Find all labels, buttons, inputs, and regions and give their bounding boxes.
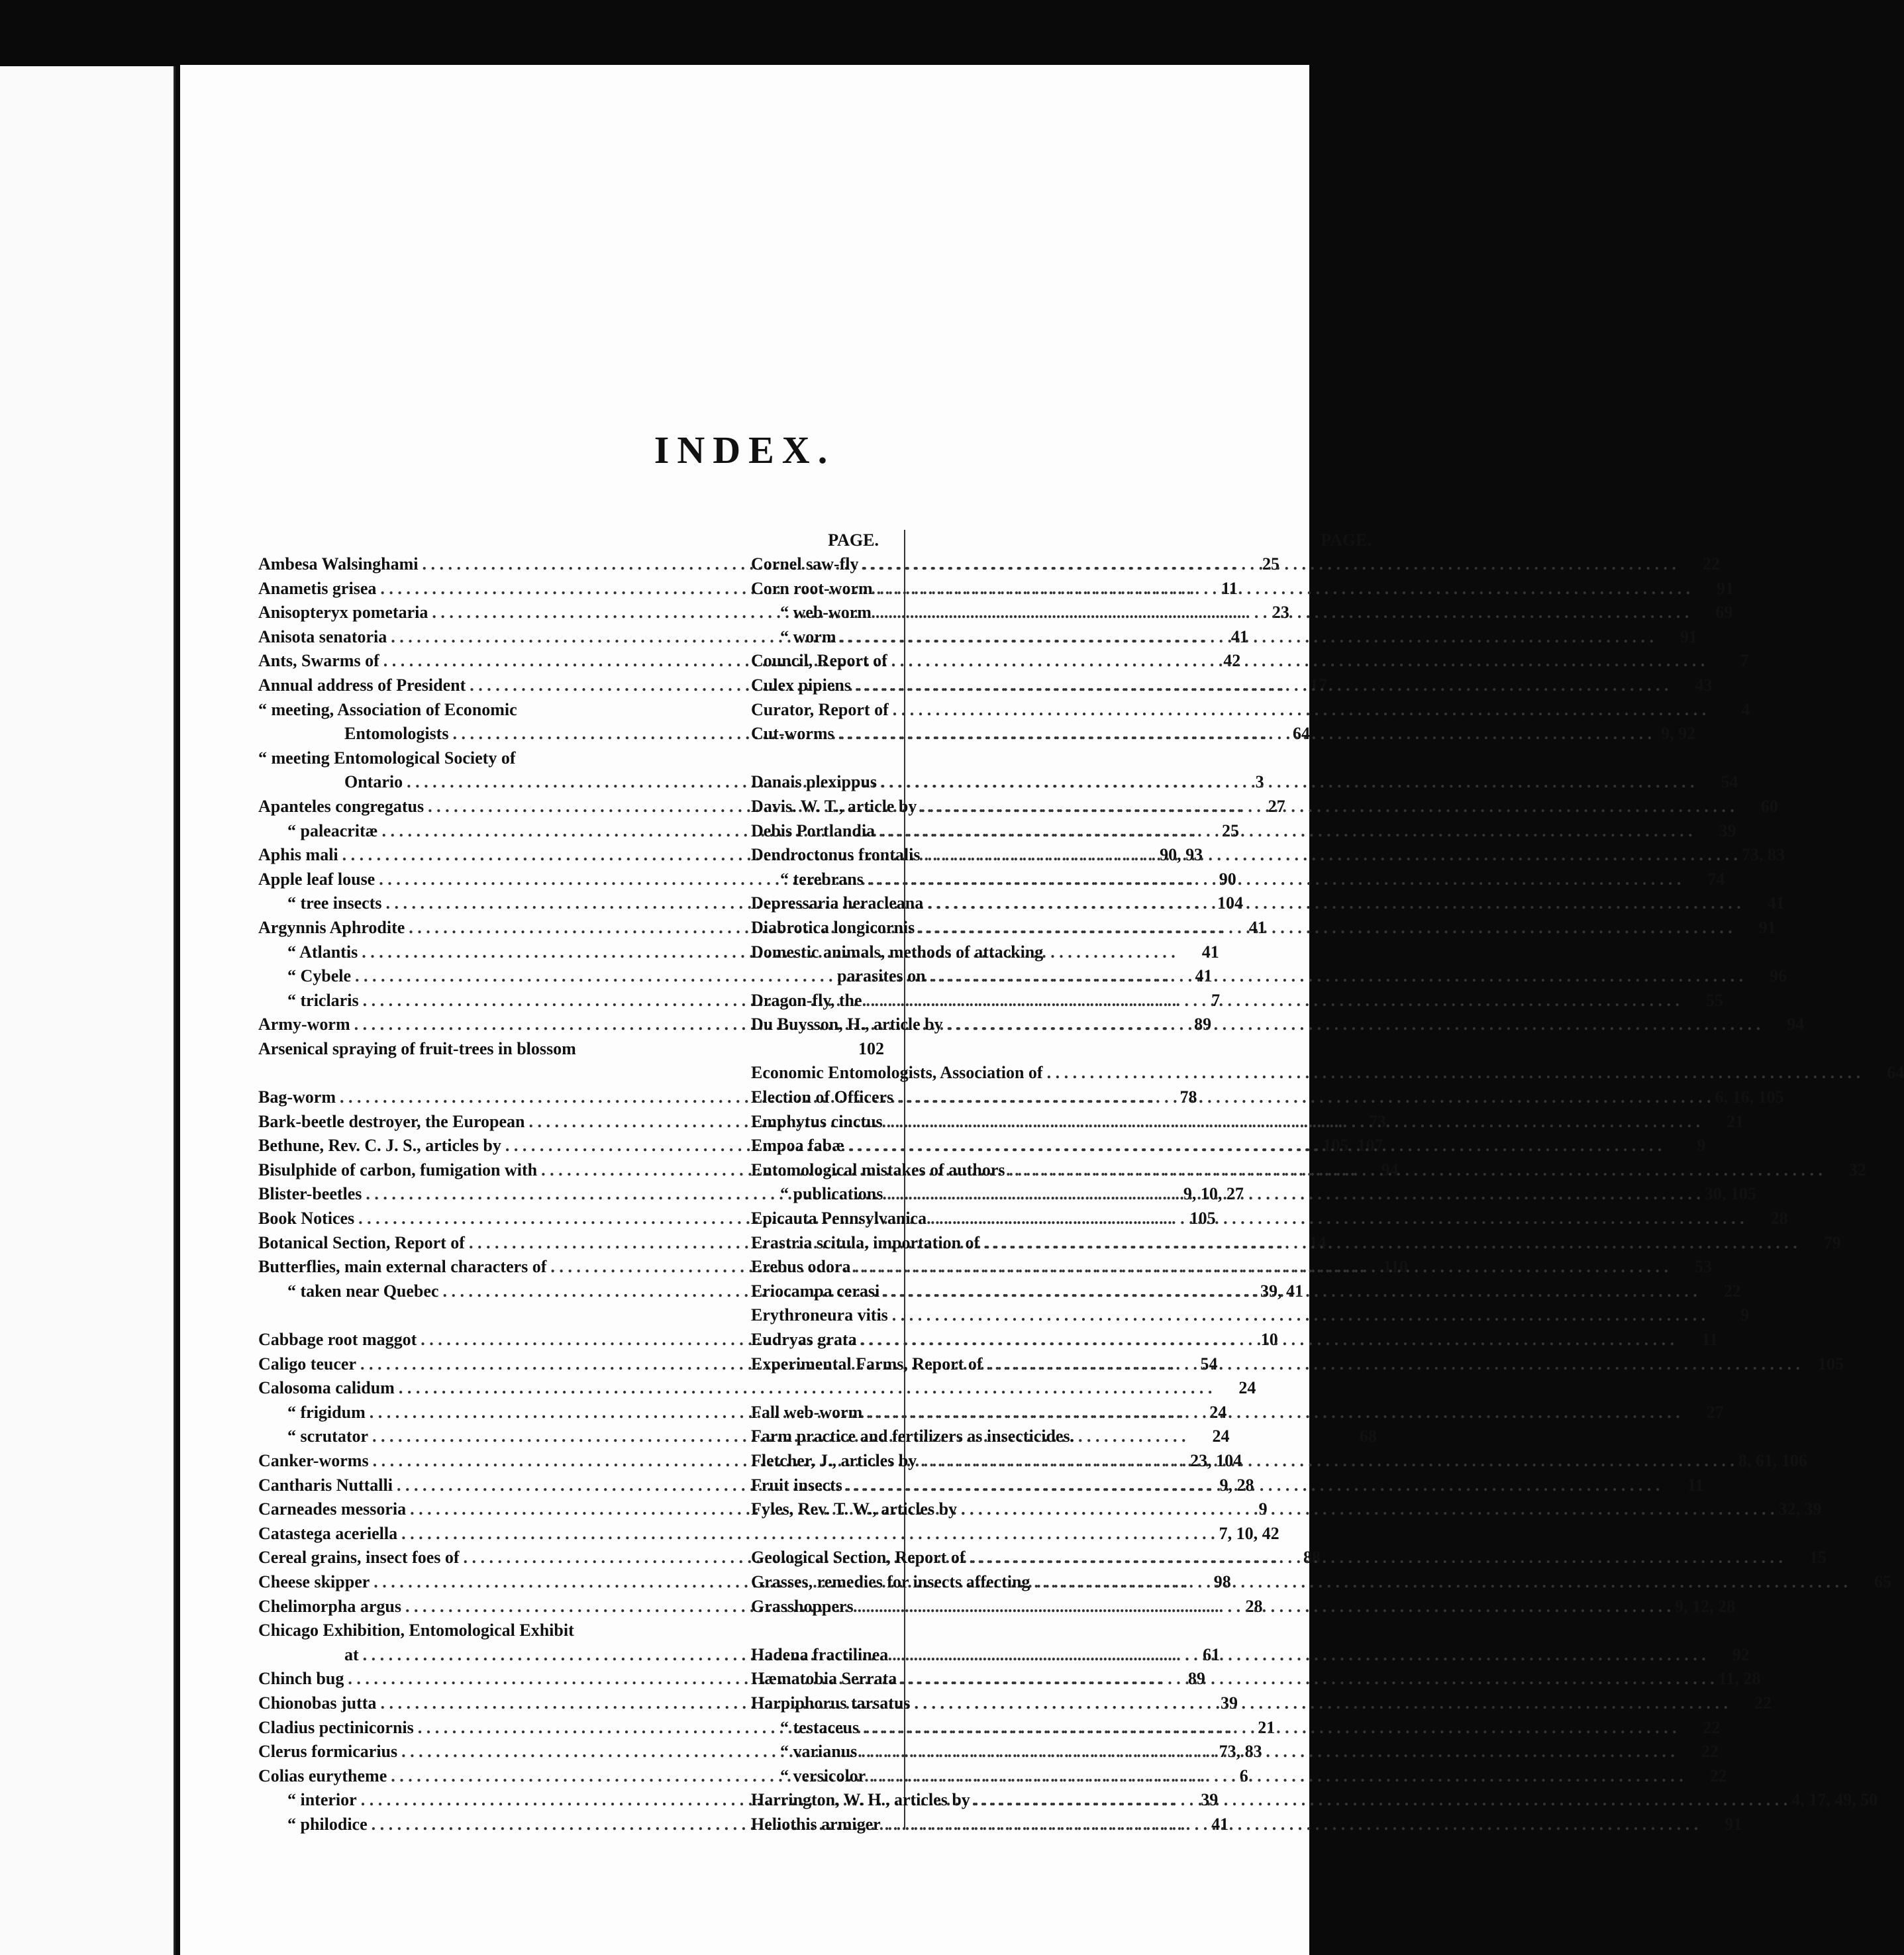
entry-term: Grasshoppers xyxy=(751,1596,854,1616)
leader-dots xyxy=(876,601,1689,625)
entry-term: Army-worm xyxy=(258,1015,350,1034)
entry-term: Hadena fractilinea xyxy=(751,1644,889,1664)
section-gap xyxy=(751,1619,1377,1643)
entry-pages: 14 xyxy=(1309,1232,1327,1252)
entry-pages: 7 xyxy=(1740,651,1749,671)
entry-pages: 22 xyxy=(1702,554,1720,574)
entry-term: Harrington, W. H., articles by xyxy=(751,1790,970,1810)
entry-term: “ terebrans xyxy=(780,869,864,889)
leader-dots xyxy=(892,1303,1706,1328)
entry-term: “ publications xyxy=(780,1184,883,1204)
entry-term: Canker-worms xyxy=(258,1450,369,1470)
entry-term: Cladius pectinicornis xyxy=(258,1717,414,1737)
entry-term: Carneades messoria xyxy=(258,1499,407,1519)
entry-pages: 41 xyxy=(1201,942,1219,962)
entry-pages: 94 xyxy=(1787,1015,1805,1034)
entry-term: Depressaria heracleana xyxy=(751,893,924,913)
entry-pages: 23 xyxy=(1272,603,1289,623)
entry-pages: 11, 28 xyxy=(1718,1669,1761,1689)
entry-term: Geological Section, Report of xyxy=(751,1548,966,1568)
leader-dots xyxy=(870,1764,1683,1789)
entry-pages: 79 xyxy=(1823,1232,1841,1252)
section-gap xyxy=(751,1037,1377,1062)
entry-term: Cornel saw-fly xyxy=(751,554,859,574)
entry-pages: 8, 61, 106 xyxy=(1738,1450,1807,1470)
entry-term: “ web-worm xyxy=(780,603,872,623)
entry-term: “ Cybele xyxy=(287,966,352,986)
entry-term: Colias eurytheme xyxy=(258,1766,387,1785)
entry-pages: 94 xyxy=(1381,1160,1399,1179)
entry-term: Chicago Exhibition, Entomological Exhibit xyxy=(258,1621,574,1640)
entry-pages: 24 xyxy=(1209,1402,1227,1422)
entry-term: Eudryas grata xyxy=(751,1330,857,1349)
entry-term: Diabrotica longicornis xyxy=(751,917,915,937)
entry-pages: 61 xyxy=(1203,1644,1221,1664)
entry-pages: 88 xyxy=(1303,1548,1321,1568)
entry-pages: 7, 10, 42 xyxy=(1219,1523,1279,1543)
entry-pages: 4, 17, 49, 50 xyxy=(1791,1790,1878,1810)
entry-term: Empoa fabæ xyxy=(751,1136,844,1156)
leader-dots xyxy=(855,674,1669,698)
index-entry xyxy=(751,1207,1788,1231)
index-entry xyxy=(751,698,1750,723)
entry-pages: 42 xyxy=(1223,651,1241,671)
entry-pages: 64 xyxy=(1887,1063,1904,1083)
entry-term: Butterflies, main external characters of xyxy=(258,1257,547,1277)
entry-pages: 9 xyxy=(1697,1136,1706,1156)
entry-pages: 28 xyxy=(1770,1209,1788,1228)
entry-term: Erythroneura vitis xyxy=(751,1305,888,1325)
entry-pages: 102 xyxy=(858,1038,884,1058)
index-entry xyxy=(751,1013,1805,1037)
entry-term: Bisulphide of carbon, fumigation with xyxy=(258,1160,538,1179)
entry-pages: 78 xyxy=(1179,1087,1197,1107)
entry-pages: 6 xyxy=(1239,1766,1248,1785)
index-entry xyxy=(751,1328,1719,1352)
leader-dots xyxy=(1034,1570,1848,1595)
index-entry xyxy=(751,1788,1878,1813)
entry-term: “ worm xyxy=(780,627,836,646)
leader-dots xyxy=(961,1497,1775,1522)
entry-pages: 98 xyxy=(1213,1572,1231,1591)
leader-dots xyxy=(883,1279,1697,1304)
entry-term: Bag-worm xyxy=(258,1087,336,1107)
entry-pages: 73, 83 xyxy=(1741,845,1785,865)
entry-pages: 7 xyxy=(1211,990,1221,1010)
leader-dots xyxy=(881,770,1695,795)
entry-pages: 91 xyxy=(1758,917,1776,937)
index-entry xyxy=(751,1279,1741,1304)
entry-term: Clerus formicarius xyxy=(258,1742,398,1762)
entry-term: “ scrutator xyxy=(287,1427,369,1446)
entry-term: “ varianus xyxy=(780,1742,858,1762)
entry-term: Catastega aceriella xyxy=(258,1523,398,1543)
index-entry xyxy=(751,1401,1724,1425)
entry-term: Hæmatobia Serrata xyxy=(751,1669,897,1689)
entry-pages: 6, 16, 105 xyxy=(1715,1087,1784,1107)
index-entry xyxy=(751,770,1738,795)
entry-term: Fall web-worm xyxy=(751,1402,863,1422)
leader-dots xyxy=(919,916,1732,940)
entry-term: Danais plexippus xyxy=(751,772,877,792)
entry-term: Anisopteryx pometaria xyxy=(258,603,428,623)
index-entry xyxy=(751,1691,1772,1716)
entry-term: Farm practice and fertilizers as insecticides. xyxy=(751,1427,1075,1446)
entry-term: Harpiphorus tarsatus xyxy=(751,1693,911,1713)
entry-pages: 39 xyxy=(1220,1693,1238,1713)
entry-term: Economic Entomologists, Association of xyxy=(751,1063,1043,1083)
entry-pages: 3 xyxy=(1255,772,1264,792)
entry-pages: 15 xyxy=(1809,1548,1827,1568)
entry-pages: 110 xyxy=(1383,1257,1408,1277)
index-entry xyxy=(751,1474,1704,1498)
leader-dots xyxy=(846,1474,1660,1498)
entry-pages: 32, 39 xyxy=(1778,1499,1822,1519)
entry-term: “ meeting, Association of Economic xyxy=(258,699,517,719)
entry-pages: 68 xyxy=(1360,1427,1377,1446)
leader-dots xyxy=(970,1546,1783,1570)
entry-pages: 39 xyxy=(1201,1790,1219,1810)
entry-pages: 9 xyxy=(1740,1305,1750,1325)
entry-pages: 55 xyxy=(1706,990,1724,1010)
entry-pages: 104 xyxy=(1217,893,1243,913)
leader-dots xyxy=(861,1328,1675,1352)
index-entry xyxy=(751,1134,1706,1158)
index-entry xyxy=(751,989,1724,1013)
leader-dots xyxy=(924,843,1738,868)
entry-pages: 53 xyxy=(1695,1257,1712,1277)
entry-term: Cabbage root maggot xyxy=(258,1330,417,1349)
leader-dots xyxy=(848,1134,1662,1158)
entry-pages: 41 xyxy=(1195,966,1213,986)
facing-page-edge xyxy=(0,66,175,1955)
entry-term: Anametis grisea xyxy=(258,578,377,598)
entry-term: at xyxy=(344,1644,359,1664)
entry-term: “ philodice xyxy=(287,1814,368,1834)
leader-dots xyxy=(930,964,1744,989)
entry-pages: 43 xyxy=(1695,675,1713,695)
entry-pages: 69 xyxy=(1715,603,1733,623)
entry-term: “ frigidum xyxy=(287,1402,366,1422)
entry-term: Bark-beetle destroyer, the European xyxy=(258,1111,525,1131)
entry-pages: 41 xyxy=(1211,1814,1229,1834)
leader-dots xyxy=(1047,1061,1861,1085)
leader-dots xyxy=(840,625,1654,650)
entry-pages: 27 xyxy=(1268,796,1285,816)
entry-pages: 22 xyxy=(1703,1717,1721,1737)
entry-pages: 39 xyxy=(1719,821,1736,840)
leader-dots xyxy=(855,1255,1669,1279)
index-entry xyxy=(751,1813,1742,1837)
leader-dots xyxy=(887,1110,1701,1134)
entry-pages: 24 xyxy=(1238,1378,1256,1398)
entry-term: Curator, Report of xyxy=(751,699,889,719)
leader-dots xyxy=(866,989,1680,1013)
entry-pages: 41 xyxy=(1248,917,1266,937)
entry-term: “ tree insects xyxy=(287,893,382,913)
entry-pages: 21 xyxy=(1727,1111,1744,1131)
leader-dots xyxy=(838,722,1652,746)
entry-term: Chinch bug xyxy=(258,1669,344,1689)
leader-dots xyxy=(885,1813,1699,1837)
leader-dots xyxy=(879,819,1693,844)
entry-term: Culex pipiens xyxy=(751,675,851,695)
entry-pages: 9, 12, 28 xyxy=(1675,1596,1736,1616)
entry-term: Arsenical spraying of fruit-trees in blossom xyxy=(258,1038,576,1058)
entry-term: Aphis mali xyxy=(258,845,338,865)
index-entry xyxy=(751,1667,1761,1691)
index-entry xyxy=(751,1352,1844,1377)
entry-pages: 17 xyxy=(1309,675,1327,695)
entry-pages: 105, 107 xyxy=(1323,1136,1383,1156)
entry-pages: 91 xyxy=(1679,627,1697,646)
entry-term: Cut-worms xyxy=(751,724,834,744)
leader-dots xyxy=(897,1085,1711,1110)
entry-pages: 11 xyxy=(1687,1475,1704,1495)
entry-pages: 24 xyxy=(1212,1427,1230,1446)
leader-dots xyxy=(915,1691,1729,1716)
index-entry xyxy=(751,1546,1827,1570)
entry-pages: 9, 28 xyxy=(1219,1475,1254,1495)
page-column-heading: PAGE. xyxy=(828,530,879,550)
entry-term: Erebus odora xyxy=(751,1257,851,1277)
entry-pages: 41 xyxy=(1230,627,1248,646)
entry-term: Grasses, remedies for insects affecting xyxy=(751,1572,1030,1591)
index-entry xyxy=(751,1449,1807,1474)
page-title: INDEX. xyxy=(654,428,836,472)
entry-pages: 64 xyxy=(1292,724,1310,744)
index-entry xyxy=(751,795,1778,819)
entry-term: Entomologists xyxy=(344,724,449,744)
entry-pages: 9, 92 xyxy=(1661,724,1696,744)
entry-pages: 22 xyxy=(1754,1693,1772,1713)
entry-term: Eriocampa cerasi xyxy=(751,1281,880,1301)
entry-term: Annual address of President xyxy=(258,675,466,695)
entry-term: Fletcher, J., articles by xyxy=(751,1450,917,1470)
entry-pages: 91 xyxy=(1717,578,1734,598)
entry-term: Fruit insects xyxy=(751,1475,842,1495)
leader-dots xyxy=(866,1401,1680,1425)
leader-dots xyxy=(862,552,1676,577)
index-entry xyxy=(751,649,1749,674)
index-entry xyxy=(751,1570,1891,1595)
leader-dots xyxy=(887,1182,1701,1207)
entry-term: Experimental Farms, Report of xyxy=(751,1354,983,1374)
leader-dots xyxy=(891,649,1705,674)
entry-term: Du Buysson, H., article by xyxy=(751,1015,943,1034)
leader-dots xyxy=(927,891,1741,916)
entry-term: Ambesa Walsinghami xyxy=(258,554,419,574)
entry-term: Blister-beetles xyxy=(258,1184,362,1204)
index-entry xyxy=(751,552,1720,577)
index-entry xyxy=(751,1643,1750,1668)
entry-pages: 30, 105 xyxy=(1704,1184,1756,1204)
entry-term: Election of Officers xyxy=(751,1087,894,1107)
leader-dots xyxy=(974,1788,1788,1813)
index-entry xyxy=(751,1764,1727,1789)
page-column-heading: PAGE. xyxy=(1321,530,1372,550)
index-column-right xyxy=(751,528,1904,1836)
entry-term: Entomological mistakes of authors xyxy=(751,1160,1005,1179)
entry-term: “ triclaris xyxy=(287,990,359,1010)
entry-pages: 11 xyxy=(1221,578,1238,598)
index-entry xyxy=(751,964,1787,989)
entry-term: Debis Portlandia xyxy=(751,821,876,840)
entry-term: Ontario xyxy=(344,772,403,792)
entry-term: Apanteles congregatus xyxy=(258,796,425,816)
index-entry xyxy=(751,819,1736,844)
entry-pages: 4 xyxy=(1741,699,1750,719)
entry-term: Heliothis armiger xyxy=(751,1814,881,1834)
entry-pages: 74 xyxy=(1707,869,1725,889)
index-entry xyxy=(751,1231,1841,1256)
entry-term: Chelimorpha argus xyxy=(258,1596,401,1616)
index-entry xyxy=(751,1085,1784,1110)
index-entry xyxy=(751,1061,1904,1085)
entry-pages: 60 xyxy=(1760,796,1778,816)
entry-term: “ paleacritæ xyxy=(287,821,378,840)
index-entry xyxy=(751,577,1734,601)
entry-term: Chionobas jutta xyxy=(258,1693,377,1713)
entry-pages: 9, 10, 27 xyxy=(1183,1184,1244,1204)
leader-dots xyxy=(947,1013,1761,1037)
index-entry xyxy=(751,1716,1721,1740)
index-entry xyxy=(751,891,1785,916)
entry-term: “ taken near Quebec xyxy=(287,1281,439,1301)
entry-term: “ versicolor xyxy=(780,1766,866,1785)
entry-pages: 22 xyxy=(1701,1742,1719,1762)
entry-term: “ Atlantis xyxy=(287,942,358,962)
leader-dots xyxy=(868,868,1681,892)
entry-pages: 21 xyxy=(1258,1717,1276,1737)
leader-dots xyxy=(986,1352,1800,1377)
entry-term: Council, Report of xyxy=(751,651,887,671)
index-entry xyxy=(751,1595,1736,1619)
entry-term: Bethune, Rev. C. J. S., articles by xyxy=(258,1136,501,1156)
entry-pages: 39, 41 xyxy=(1260,1281,1303,1301)
leader-dots xyxy=(921,1449,1734,1474)
entry-term: Epicauta Pennsylvanica xyxy=(751,1209,927,1228)
entries-right xyxy=(751,552,1904,1836)
entry-term: “ meeting Entomological Society of xyxy=(258,748,516,768)
index-entry xyxy=(751,625,1697,650)
entry-pages: 92 xyxy=(1732,1644,1750,1664)
entry-pages: 65 xyxy=(1874,1572,1891,1591)
entry-term: Davis. W. T., article by xyxy=(751,796,917,816)
entry-pages: 105 xyxy=(1817,1354,1844,1374)
entry-term: Cantharis Nuttalli xyxy=(258,1475,393,1495)
entry-pages: 105 xyxy=(1189,1209,1216,1228)
index-entry xyxy=(751,843,1785,868)
entry-term: Book Notices xyxy=(258,1209,355,1228)
section-gap xyxy=(751,1376,1377,1401)
entry-term: “ interior xyxy=(287,1790,357,1810)
entry-pages: 54 xyxy=(1200,1354,1218,1374)
entry-pages: 10 xyxy=(1260,1330,1278,1349)
entry-term: Cereal grains, insect foes of xyxy=(258,1548,460,1568)
leader-dots xyxy=(858,1595,1672,1619)
entry-pages: 27 xyxy=(1706,1402,1724,1422)
index-page xyxy=(180,65,1904,1955)
entry-pages: 90 xyxy=(1219,869,1236,889)
entry-pages: 22 xyxy=(1723,1281,1741,1301)
entry-pages: 73 xyxy=(1369,1111,1386,1131)
entry-pages: 91 xyxy=(1725,1814,1742,1834)
leader-dots xyxy=(1009,1158,1823,1183)
index-entry xyxy=(751,1497,1822,1522)
index-entry xyxy=(751,1425,1377,1449)
leader-dots xyxy=(921,795,1734,819)
section-gap xyxy=(751,1522,1377,1546)
leader-dots xyxy=(893,698,1707,723)
index-entry xyxy=(751,868,1725,892)
entry-term: Dendroctonus frontalis xyxy=(751,845,921,865)
index-entry xyxy=(751,722,1696,746)
leader-dots xyxy=(983,1231,1797,1256)
entry-pages: 96 xyxy=(1770,966,1787,986)
entry-term: Calosoma calidum xyxy=(258,1378,395,1398)
entry-pages: 54 xyxy=(1721,772,1738,792)
entry-pages: 22 xyxy=(1709,1766,1727,1785)
entry-term: Erastria scitula, importation of xyxy=(751,1232,980,1252)
entry-term: Dragon-fly, the xyxy=(751,990,862,1010)
index-entry xyxy=(751,1182,1756,1207)
entry-pages: 9 xyxy=(1258,1499,1268,1519)
entry-pages: 73, 83 xyxy=(1219,1742,1262,1762)
leader-dots xyxy=(901,1667,1715,1691)
entry-term: parasites on xyxy=(837,966,926,986)
leader-dots xyxy=(892,1643,1706,1668)
entry-term: Cheese skipper xyxy=(258,1572,370,1591)
entry-term: Fyles, Rev. T. W., articles by xyxy=(751,1499,958,1519)
entry-pages: 89 xyxy=(1194,1015,1212,1034)
entry-pages: 41 xyxy=(1767,893,1785,913)
entry-term: Caligo teucer xyxy=(258,1354,357,1374)
entry-term: Argynnis Aphrodite xyxy=(258,917,405,937)
entry-pages: 32 xyxy=(1849,1160,1866,1179)
index-entry xyxy=(751,916,1776,940)
index-entry xyxy=(751,1303,1750,1328)
entry-pages: 11 xyxy=(1701,1330,1719,1349)
leader-dots xyxy=(877,577,1691,601)
entry-term: Botanical Section, Report of xyxy=(258,1232,465,1252)
index-entry xyxy=(751,1740,1719,1764)
entry-pages: 90, 93 xyxy=(1160,845,1203,865)
entry-pages: 89 xyxy=(1187,1669,1205,1689)
leader-dots xyxy=(930,1207,1744,1231)
leader-dots xyxy=(863,1716,1677,1740)
section-gap xyxy=(751,746,1377,771)
entry-term: Ants, Swarms of xyxy=(258,651,379,671)
entry-term: Domestic animals, methods of attacking xyxy=(751,942,1044,962)
entry-pages: 23, 104 xyxy=(1190,1450,1242,1470)
entry-pages: 25 xyxy=(1262,554,1280,574)
entry-pages: 28 xyxy=(1245,1596,1263,1616)
entry-pages: 25 xyxy=(1221,821,1239,840)
index-entry xyxy=(751,940,1377,965)
entry-term: “ testaceus xyxy=(780,1717,860,1737)
index-entry xyxy=(751,674,1713,698)
entry-term: Anisota senatoria xyxy=(258,627,387,646)
entry-term: Emphytus cinctus xyxy=(751,1111,883,1131)
leader-dots xyxy=(861,1740,1675,1764)
entry-term: Corn root-worm xyxy=(751,578,873,598)
entry-term: Apple leaf louse xyxy=(258,869,376,889)
index-entry xyxy=(751,601,1733,625)
